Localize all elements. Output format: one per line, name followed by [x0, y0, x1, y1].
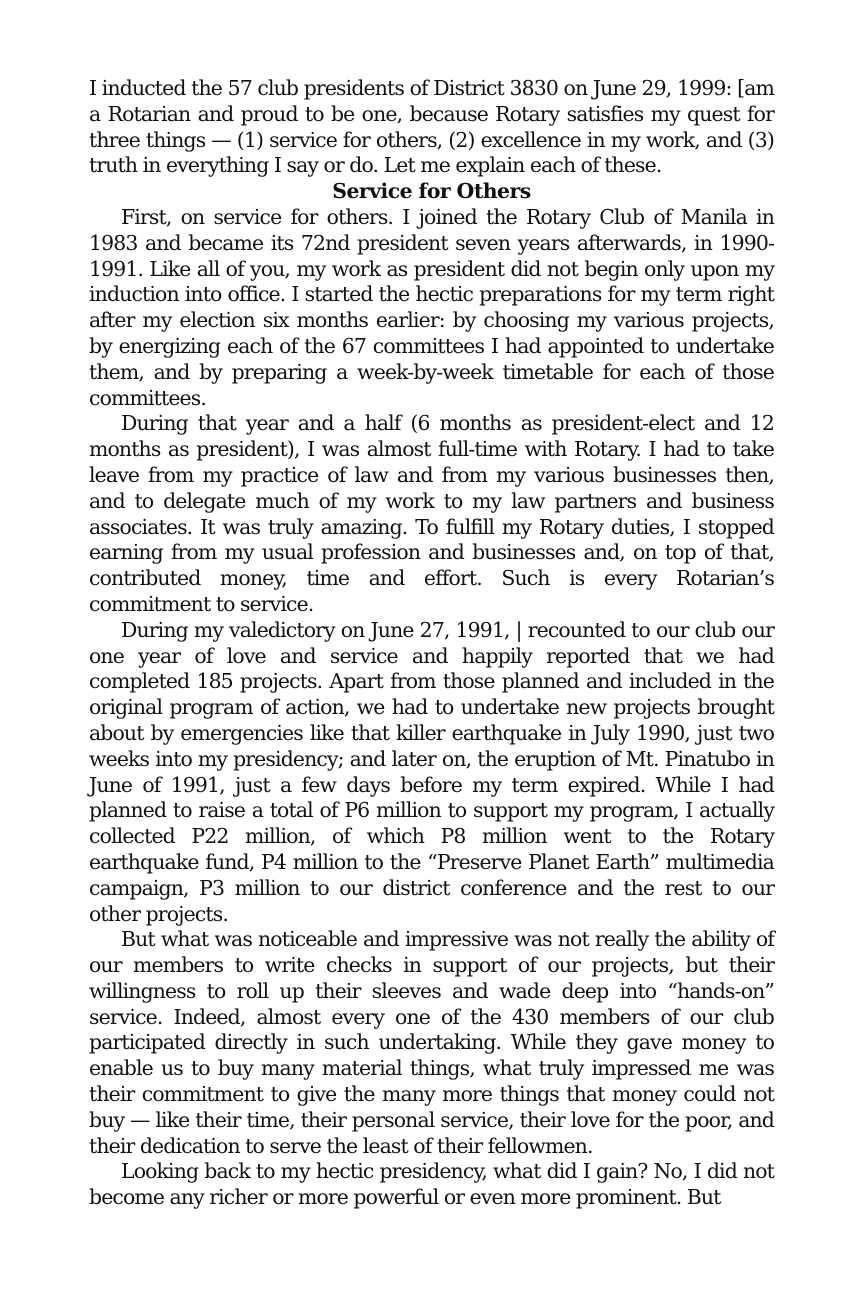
body-paragraph-1: First, on service for others. I joined the Rotary Club of Manila in 1983 and became its 72nd president seven years afterwards, in 1990-1991. Like all of you, my work as president did not begin only upon my induction into office. I started the hectic preparations for my term right after my election six months earlier: by choosing my various projects, by energizing each of the 67 committees I had appointed to undertake them, and by preparing a week-by-week timetable for each of those committees.	[89, 204, 774, 410]
intro-paragraph: I inducted the 57 club presidents of District 3830 on June 29, 1999: [am a Rotarian and proud to be one, because Rotary satisfies my quest for three things — (1) service for others, (2) excellence in my work, and (3) truth in everything I say or do. Let me explain each of these.	[89, 76, 774, 178]
body-paragraph-2: During that year and a half (6 months as president-elect and 12 months as president), I was almost full-time with Rotary. I had to take leave from my practice of law and from my various businesses then, and to delegate much of my work to my law partners and business associates. It was truly amazing. To fulfill my Rotary duties, I stopped earning from my usual profession and businesses and, on top of that, contributed money, time and effort. Such is every Rotarian’s commitment to service.	[89, 411, 774, 616]
body-paragraph-4: But what was noticeable and impressive was not really the ability of our members to write checks in support of our projects, but their willingness to roll up their sleeves and wade deep into “hands-on” service. Indeed, almost every one of the 430 members of our club participated directly in such undertaking. While they gave money to enable us to buy many material things, what truly impressed me was their commitment to give the many more things that money could not buy — like their time, their personal service, their love for the poor, and their dedication to serve the least of their fellowmen.	[89, 927, 774, 1158]
body-paragraph-3: During my valedictory on June 27, 1991, | recounted to our club our one year of love and service and happily reported that we had completed 185 projects. Apart from those planned and included in the original program of action, we had to undertake new projects brought about by emergencies like that killer earthquake in July 1990, just two weeks into my presidency; and later on, the eruption of Mt. Pinatubo in June of 1991, just a few days before my term expired. While I had planned to raise a total of P6 million to support my program, I actually collected P22 million, of which P8 million went to the Rotary earthquake fund, P4 million to the “Preserve Planet Earth” multimedia campaign, P3 million to our district conference and the rest to our other projects.	[89, 617, 774, 926]
section-heading: Service for Others	[332, 179, 531, 204]
body-paragraph-5: Looking back to my hectic presidency, what did I gain? No, I did not become any richer or more powerful or even more prominent. But	[89, 1159, 774, 1210]
document-page	[89, 76, 774, 1211]
